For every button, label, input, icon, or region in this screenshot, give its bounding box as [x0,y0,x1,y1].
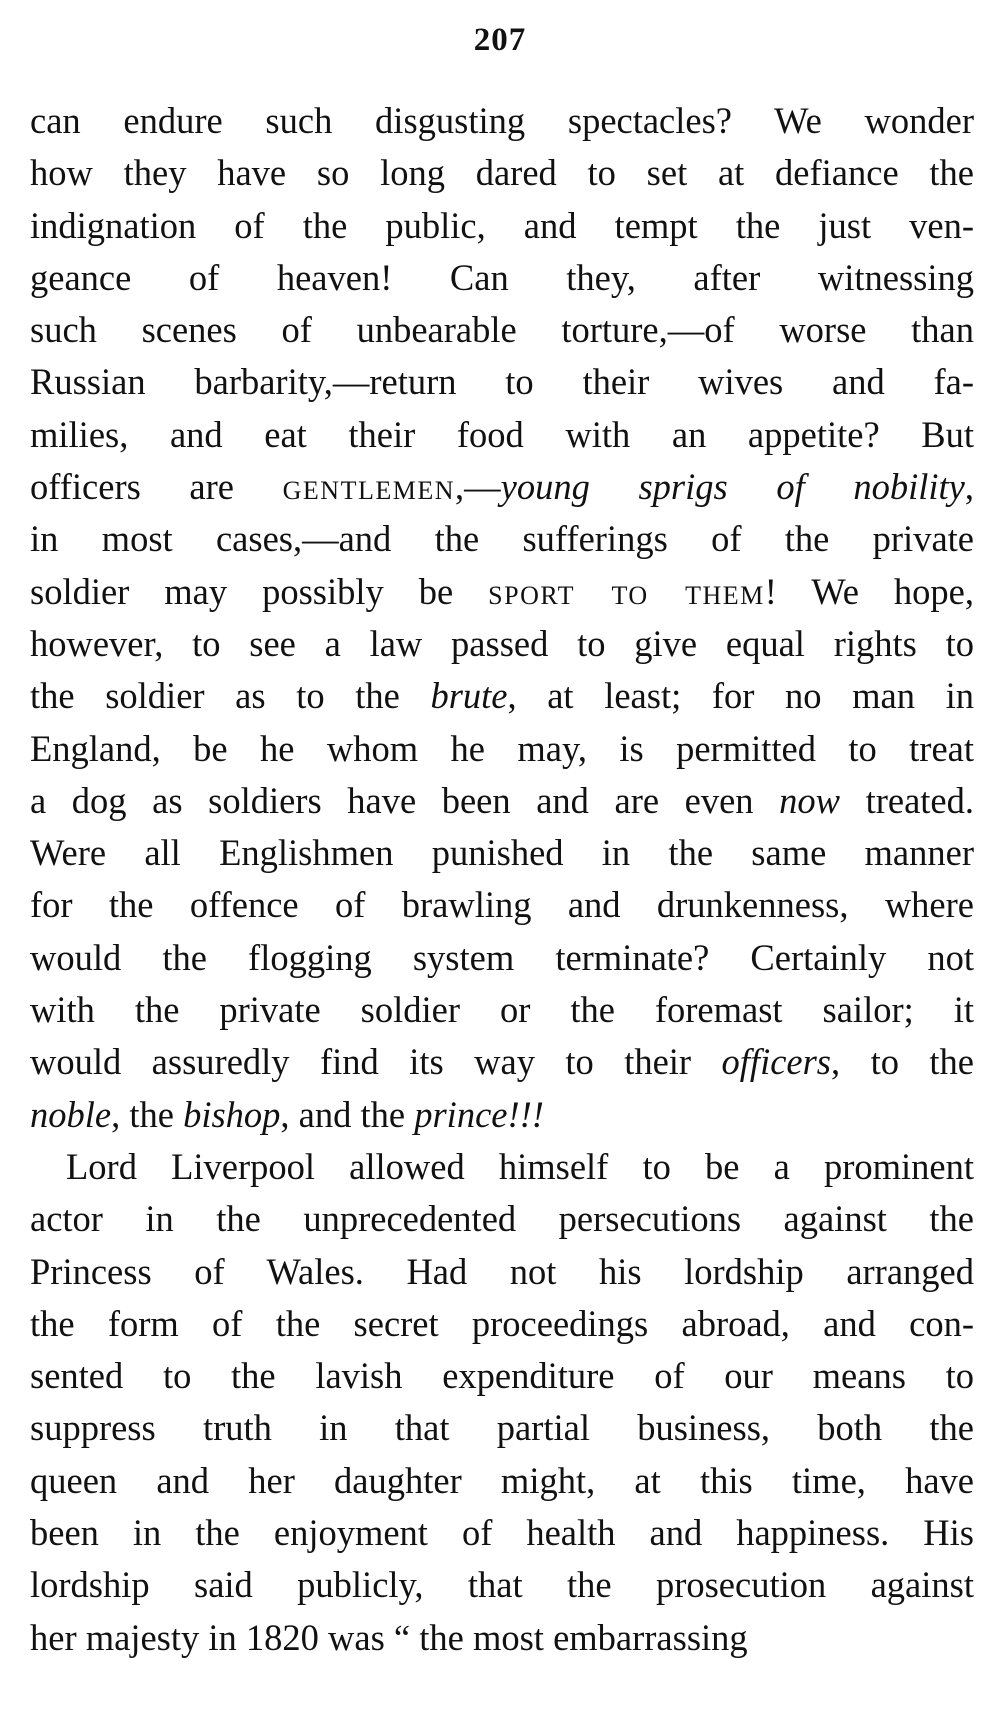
text-segment: soldier may possibly be [30,570,489,612]
text-segment: milies, and eat their food with an appetite? But [30,413,974,455]
text-segment: , and the [280,1093,415,1135]
text-line [30,827,974,879]
text-segment: indignation of the public, and tempt the just ven- [30,204,974,246]
small-caps-text: gentlemen [282,466,455,508]
italic-text: noble [30,1093,112,1135]
paragraph [30,1141,974,1664]
text-segment: Princess of Wales. Had not his lordship arranged [30,1250,974,1292]
italic-text: young sprigs of nobility [500,466,965,508]
text-line [30,618,974,670]
text-segment: Lord Liverpool allowed himself to be a prominent [66,1145,974,1187]
text-segment: queen and her daughter might, at this time, have [30,1459,974,1501]
text-line [30,409,974,461]
text-line [30,1507,974,1559]
text-line [30,932,974,984]
italic-text: bishop [183,1093,281,1135]
text-line [30,1036,974,1088]
text-segment: would the flogging system terminate? Certainly not [30,936,974,978]
text-line [30,304,974,356]
text-segment: can endure such disgusting spectacles? We wonder [30,100,974,141]
text-segment: sented to the lavish expenditure of our means to [30,1355,974,1397]
text-line [30,1298,974,1350]
text-line [30,670,974,722]
text-segment: with the private soldier or the foremast sailor; it [30,989,974,1031]
text-line [30,984,974,1036]
text-line [30,200,974,252]
text-segment: such scenes of unbearable torture,—of worse than [30,309,974,351]
text-line [30,879,974,931]
text-line [30,1246,974,1298]
body-text [30,95,974,1664]
text-line [30,252,974,304]
text-line [30,566,974,618]
text-line [30,356,974,408]
italic-text: brute [430,675,508,717]
text-line [30,775,974,827]
text-segment: been in the enjoyment of health and happiness. His [30,1512,974,1554]
text-segment: ,— [455,466,501,508]
text-line [30,1350,974,1402]
text-line [30,1089,974,1141]
text-line [30,513,974,565]
text-line [30,723,974,775]
text-segment: for the offence of brawling and drunkenness, where [30,884,974,926]
text-segment: a dog as soldiers have been and are even [30,779,780,821]
text-segment: geance of heaven! Can they, after witnessing [30,256,974,298]
italic-text: prince!!! [414,1093,544,1135]
text-segment: officers are [30,466,283,508]
text-segment: ! We hope, [764,570,974,612]
text-line [30,95,974,147]
text-line [30,1193,974,1245]
text-segment: Were all Englishmen punished in the same manner [30,832,974,874]
text-line [30,1559,974,1611]
text-segment: , at least; for no man in [507,675,974,717]
text-segment: lordship said publicly, that the prosecution against [30,1564,974,1606]
text-segment: , [964,466,975,508]
text-line [30,147,974,199]
text-segment: in most cases,—and the sufferings of the private [30,518,974,560]
text-segment: the soldier as to the [30,675,431,717]
text-segment: would assuredly find its way to their [30,1041,722,1083]
text-segment: Russian barbarity,—return to their wives and fa- [30,361,974,403]
page-number: 207 [473,22,527,58]
text-segment: suppress truth in that partial business, both the [30,1407,974,1449]
text-segment: , to the [831,1041,974,1083]
text-segment: however, to see a law passed to give equal rights to [30,622,974,664]
text-segment: the form of the secret proceedings abroad, and con- [30,1302,974,1344]
text-segment: , the [111,1093,184,1135]
text-line [30,461,974,513]
text-segment: her majesty in 1820 was “ the most embarrassing [30,1616,748,1658]
small-caps-text: sport to them [488,570,765,612]
paragraph [30,95,974,1141]
italic-text: now [779,779,840,821]
text-line [30,1612,974,1664]
text-segment: how they have so long dared to set at defiance the [30,152,974,194]
italic-text: officers [721,1041,832,1083]
text-line [30,1402,974,1454]
text-segment: treated. [839,779,974,821]
text-line [30,1141,974,1193]
text-segment: England, be he whom he may, is permitted to treat [30,727,974,769]
text-line [30,1455,974,1507]
text-segment: actor in the unprecedented persecutions against the [30,1198,974,1240]
